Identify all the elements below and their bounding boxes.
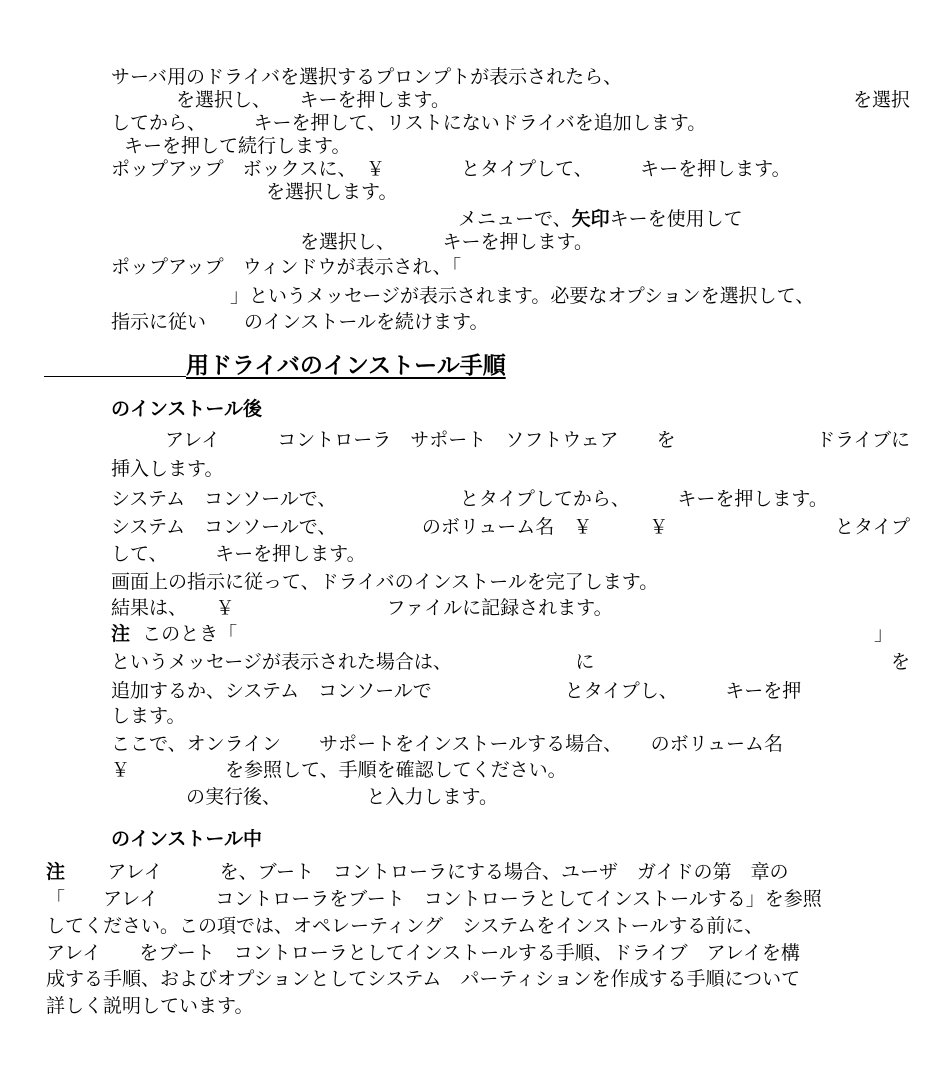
step-text: キーを押して続行します。 [124, 135, 351, 157]
note-text: 「 アレイ コントローラをブート コントローラとしてインストールする」を参照 [46, 888, 822, 910]
step-text: を選択し、 キーを押します。 [300, 231, 593, 253]
section-title: 用ドライバのインストール手順 [186, 353, 506, 379]
note-text: というメッセージが表示された場合は、 に [111, 651, 595, 673]
step-text: 画面上の指示に従って、ドライバのインストールを完了します。 [111, 571, 659, 593]
note-text: 追加するか、システム コンソールで とタイプし、 キーを押 [111, 680, 802, 702]
title-rule [44, 376, 186, 377]
step-text: システム コンソールで、 のボリューム名 ￥ ￥ [111, 516, 669, 538]
note-text: 注 アレイ を、ブート コントローラにする場合、ユーザ ガイドの第 章の [46, 861, 789, 883]
step-text: 挿入します。 [111, 458, 224, 480]
step-text: ここで、オンライン サポートをインストールする場合、 のボリューム名 [111, 733, 784, 755]
note-label: 注 [111, 623, 131, 645]
step-text: を選択し、 キーを押します。 [176, 89, 450, 111]
step-text: を選択します。 [266, 181, 398, 203]
step-text: 指示に従い のインストールを続けます。 [111, 311, 489, 333]
emphasis-arrow-key: 矢印 [571, 208, 610, 230]
step-text: ドライブに [816, 429, 910, 451]
step-text: サーバ用のドライバを選択するプロンプトが表示されたら、 [111, 66, 623, 88]
step-text: ポップアップ ボックスに、 ￥ とタイプして、 キーを押します。 [111, 158, 791, 180]
step-text: して、 キーを押します。 [111, 543, 366, 565]
step-text: 結果は、 ￥ ファイルに記録されます。 [111, 597, 613, 619]
note-text: を [890, 651, 910, 673]
subsection-heading: のインストール後 [111, 398, 263, 420]
note-label: 注 [46, 861, 66, 883]
note-text: 詳しく説明しています。 [46, 995, 254, 1017]
step-text: システム コンソールで、 とタイプしてから、 キーを押します。 [111, 488, 828, 510]
note-text: します。 [111, 705, 186, 727]
step-text: ￥ を参照して、手順を確認してください。 [111, 759, 567, 781]
subsection-heading: のインストール中 [111, 828, 263, 850]
step-text: とタイプ [834, 516, 910, 538]
note-text: してください。この項では、オペレーティング システムをインストールする前に、 [46, 915, 764, 937]
step-text: の実行後、 と入力します。 [186, 786, 498, 808]
step-text: メニューで、矢印キーを使用して [458, 208, 743, 230]
step-text: を選択 [852, 89, 910, 111]
note-text: 」 [873, 623, 893, 645]
step-text: 」というメッセージが表示されます。必要なオプションを選択して、 [230, 285, 815, 307]
step-text: ポップアップ ウィンドウが表示され、「 [111, 256, 462, 278]
note-text: 注 このとき「 [111, 623, 238, 645]
note-text: 成する手順、およびオプションとしてシステム パーティションを作成する手順について [46, 968, 801, 990]
step-text: アレイ コントローラ サポート ソフトウェア を [165, 429, 676, 451]
note-text: アレイ をブート コントローラとしてインストールする手順、ドライブ アレイを構 [46, 942, 800, 964]
step-text: してから、 キーを押して、リストにないドライバを追加します。 [111, 112, 707, 134]
